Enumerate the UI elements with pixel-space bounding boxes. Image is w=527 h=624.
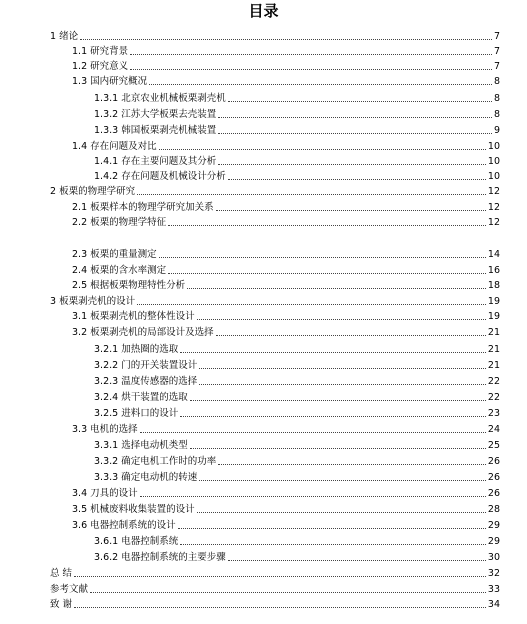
toc-entry[interactable]	[94, 167, 500, 183]
toc-entry-page: 12	[487, 202, 500, 213]
toc-entry[interactable]	[72, 72, 500, 88]
toc-entry-title: 2.5 根据板栗物理特性分析	[72, 280, 186, 291]
toc-entry-page: 19	[487, 311, 500, 322]
toc-entry-title: 3.2 板栗剥壳机的局部设计及选择	[72, 327, 214, 338]
toc-entry[interactable]	[72, 500, 500, 516]
toc-entry-title: 2.1 板栗样本的物理学研究加关系	[72, 202, 214, 213]
dot-leader	[180, 352, 486, 353]
dot-leader	[199, 384, 486, 385]
toc-entry-page: 16	[487, 265, 500, 276]
dot-leader	[137, 304, 486, 305]
toc-entry-title: 3.2.3 温度传感器的选择	[94, 376, 198, 387]
toc-entry-page: 8	[493, 76, 500, 87]
toc-entry-page: 12	[487, 186, 500, 197]
toc-entry-page: 9	[493, 125, 500, 136]
dot-leader	[218, 117, 492, 118]
toc-entry-page: 8	[493, 109, 500, 120]
toc-entry[interactable]	[94, 356, 500, 372]
toc-entry[interactable]	[72, 261, 500, 277]
toc-entry-title: 3.6.1 电器控制系统	[94, 536, 179, 547]
toc-entry[interactable]	[94, 436, 500, 452]
toc-entry[interactable]	[72, 420, 500, 436]
dot-leader	[218, 164, 486, 165]
toc-entry-title: 1.4.2 存在问题及机械设计分析	[94, 171, 226, 182]
toc-entry-page: 29	[487, 536, 500, 547]
toc-entry-title: 2 板栗的物理学研究	[50, 186, 136, 197]
toc-entry[interactable]	[72, 323, 500, 339]
toc-entry-title: 3.3.3 确定电动机的转速	[94, 472, 198, 483]
toc-entry-title: 3.6 电器控制系统的设计	[72, 520, 176, 531]
dot-leader	[216, 335, 486, 336]
toc-entry[interactable]	[72, 198, 500, 214]
toc-entry[interactable]	[72, 484, 500, 500]
toc-entry-page: 28	[487, 504, 500, 515]
toc-entry[interactable]	[72, 213, 500, 229]
toc-entry[interactable]	[72, 516, 500, 532]
toc-entry-page: 26	[487, 472, 500, 483]
dot-leader	[159, 257, 486, 258]
toc-entry-page: 7	[493, 46, 500, 57]
dot-leader	[180, 544, 486, 545]
toc-entry-page: 29	[487, 520, 500, 531]
toc-entry[interactable]	[50, 27, 500, 43]
toc-entry-page: 32	[487, 568, 500, 579]
toc-entry-page: 22	[487, 392, 500, 403]
toc-entry-page: 26	[487, 456, 500, 467]
dot-leader	[197, 512, 486, 513]
toc-entry-page: 7	[493, 31, 500, 42]
toc-entry-page: 12	[487, 217, 500, 228]
dot-leader	[199, 480, 486, 481]
toc-entry-page: 21	[487, 360, 500, 371]
toc-entry-page: 23	[487, 408, 500, 419]
toc-entry-title: 致 谢	[50, 599, 73, 610]
toc-entry-page: 18	[487, 280, 500, 291]
toc-entry-page: 10	[487, 156, 500, 167]
toc-entry-page: 34	[487, 599, 500, 610]
dot-leader	[197, 319, 486, 320]
toc-entry-page: 8	[493, 93, 500, 104]
toc-entry-page: 22	[487, 376, 500, 387]
toc-entry-title: 2.2 板栗的物理学特征	[72, 217, 167, 228]
dot-leader	[149, 84, 492, 85]
toc-entry-title: 1.3.1 北京农业机械板栗剥壳机	[94, 93, 226, 104]
toc-entry-page: 14	[487, 249, 500, 260]
toc-entry[interactable]	[94, 89, 500, 105]
toc-entry-title: 1.3.3 韩国板栗剥壳机械装置	[94, 125, 217, 136]
toc-entry[interactable]	[94, 548, 500, 564]
toc-entry-page: 21	[487, 327, 500, 338]
toc-entry-page: 26	[487, 488, 500, 499]
toc-entry[interactable]	[94, 404, 500, 420]
toc-entry-page: 10	[487, 141, 500, 152]
toc-entry-title: 1.3.2 江苏大学板栗去壳装置	[94, 109, 217, 120]
toc-entry-title: 3.5 机械废料收集装置的设计	[72, 504, 195, 515]
toc-entry-title: 总 结	[50, 568, 73, 579]
toc-entry-title: 3.3 电机的选择	[72, 424, 138, 435]
dot-leader	[159, 149, 486, 150]
dot-leader	[218, 133, 492, 134]
dot-leader	[218, 464, 486, 465]
toc-entry-page: 24	[487, 424, 500, 435]
toc-entry-page: 25	[487, 440, 500, 451]
toc-entry-title: 3 板栗剥壳机的设计	[50, 296, 136, 307]
dot-leader	[130, 69, 492, 70]
toc-entry-page: 10	[487, 171, 500, 182]
toc-entry[interactable]	[94, 152, 500, 168]
dot-leader	[140, 496, 486, 497]
toc-entry-title: 1.4 存在问题及对比	[72, 141, 157, 152]
page-title: 目录	[248, 2, 279, 20]
toc-entry[interactable]	[50, 182, 500, 198]
toc-entry[interactable]	[94, 105, 500, 121]
toc-entry-title: 1.4.1 存在主要问题及其分析	[94, 156, 217, 167]
dot-leader	[228, 179, 486, 180]
toc-entry-title: 3.4 刀具的设计	[72, 488, 138, 499]
toc-entry[interactable]	[72, 276, 500, 292]
toc-entry[interactable]	[72, 137, 500, 153]
toc-entry[interactable]	[72, 245, 500, 261]
toc-entry[interactable]	[50, 595, 500, 611]
dot-leader	[168, 225, 486, 226]
toc-entry[interactable]	[72, 57, 500, 73]
toc-entry-title: 1.1 研究背景	[72, 46, 129, 57]
dot-leader	[168, 273, 486, 274]
toc-entry[interactable]	[72, 307, 500, 323]
toc-entry[interactable]	[50, 564, 500, 580]
dot-leader	[137, 194, 486, 195]
toc-entry-title: 3.2.5 进料口的设计	[94, 408, 179, 419]
toc-entry[interactable]	[72, 42, 500, 58]
toc-entry-page: 33	[487, 584, 500, 595]
toc-entry[interactable]	[94, 121, 500, 137]
toc-entry-title: 3.2.4 烘干装置的选取	[94, 392, 188, 403]
toc-entry[interactable]	[50, 292, 500, 308]
toc-entry-title: 3.6.2 电器控制系统的主要步骤	[94, 552, 226, 563]
dot-leader	[187, 288, 486, 289]
toc-entry[interactable]	[50, 580, 500, 596]
toc-entry[interactable]	[94, 372, 500, 388]
dot-leader	[228, 560, 486, 561]
dot-leader	[180, 416, 486, 417]
toc-entry-title: 3.3.1 选择电动机类型	[94, 440, 188, 451]
dot-leader	[80, 39, 492, 40]
toc-entry-page: 21	[487, 344, 500, 355]
dot-leader	[228, 101, 492, 102]
dot-leader	[190, 448, 486, 449]
toc-entry[interactable]	[94, 468, 500, 484]
dot-leader	[190, 400, 486, 401]
toc-entry-title: 1 绪论	[50, 31, 79, 42]
dot-leader	[74, 576, 486, 577]
toc-entry-page: 7	[493, 61, 500, 72]
dot-leader	[130, 54, 492, 55]
toc-entry-title: 1.2 研究意义	[72, 61, 129, 72]
toc-entry-page: 30	[487, 552, 500, 563]
toc-entry-page: 19	[487, 296, 500, 307]
dot-leader	[90, 592, 486, 593]
dot-leader	[74, 607, 486, 608]
toc-entry-title: 3.1 板栗剥壳机的整体性设计	[72, 311, 195, 322]
toc-entry-title: 3.2.1 加热圈的选取	[94, 344, 179, 355]
toc-entry[interactable]	[94, 340, 500, 356]
toc-entry-title: 2.4 板栗的含水率测定	[72, 265, 167, 276]
toc-entry-title: 2.3 板栗的重量测定	[72, 249, 157, 260]
dot-leader	[140, 432, 486, 433]
dot-leader	[199, 368, 486, 369]
dot-leader	[216, 210, 486, 211]
toc-entry-title: 3.3.2 确定电机工作时的功率	[94, 456, 217, 467]
toc-entry-title: 3.2.2 门的开关装置设计	[94, 360, 198, 371]
toc-entry-title: 1.3 国内研究概况	[72, 76, 148, 87]
toc-entry-title: 参考文献	[50, 584, 89, 595]
toc-entry[interactable]	[94, 452, 500, 468]
dot-leader	[178, 528, 486, 529]
toc-entry[interactable]	[94, 388, 500, 404]
toc-entry[interactable]	[94, 532, 500, 548]
